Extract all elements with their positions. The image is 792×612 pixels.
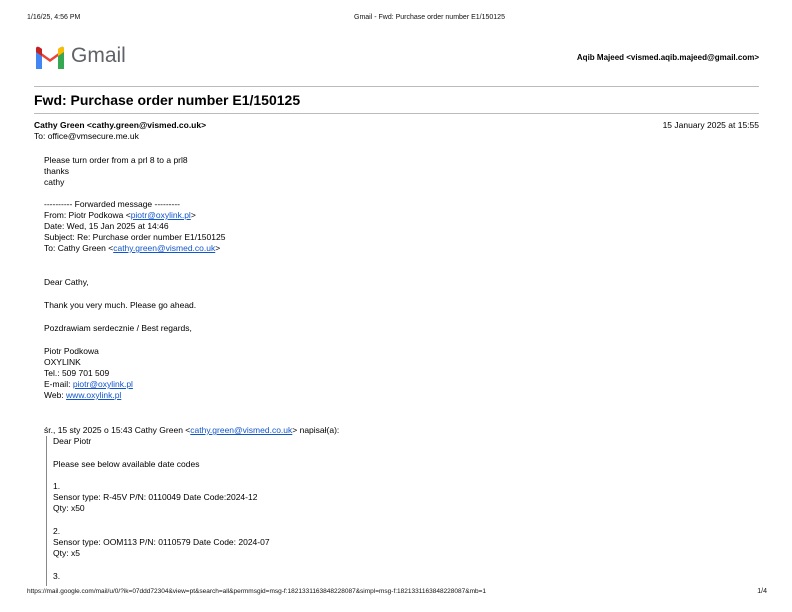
forward-date: Date: Wed, 15 Jan 2025 at 14:46 <box>44 221 169 231</box>
body-line-3: cathy <box>44 177 65 187</box>
forward-separator: ---------- Forwarded message --------- <box>44 199 180 209</box>
signature-tel: Tel.: 509 701 509 <box>44 368 110 378</box>
forward-from-link[interactable]: piotr@oxylink.pl <box>130 210 191 220</box>
quote-bar <box>46 436 47 586</box>
quote-intro: śr., 15 sty 2025 o 15:43 Cathy Green <cathy.green@vismed.co.uk> napisał(a): <box>44 425 340 435</box>
signature-web: Web: www.oxylink.pl <box>44 390 122 400</box>
forward-to-link[interactable]: cathy.green@vismed.co.uk <box>113 243 216 253</box>
reply-regards: Pozdrawiam serdecznie / Best regards, <box>44 323 192 333</box>
body-line-1: Please turn order from a prl 8 to a prl8 <box>44 155 188 165</box>
print-page-number: 1/4 <box>757 588 767 595</box>
signature-name: Piotr Podkowa <box>44 346 99 356</box>
forward-from: From: Piotr Podkowa <piotr@oxylink.pl> <box>44 210 196 220</box>
divider-subject <box>34 113 759 114</box>
quote-item-1-line: Sensor type: R-45V P/N: 0110049 Date Code:2024-12 <box>53 492 258 502</box>
quote-item-1-number: 1. <box>53 481 61 491</box>
body-line-2: thanks <box>44 166 70 176</box>
quote-text: Please see below available date codes <box>53 459 200 469</box>
gmail-wordmark: Gmail <box>71 44 126 67</box>
quote-item-3-number: 3. <box>53 571 61 581</box>
reply-thanks: Thank you very much. Please go ahead. <box>44 300 197 310</box>
sent-date: 15 January 2025 at 15:55 <box>662 120 759 130</box>
quote-intro-link[interactable]: cathy.green@vismed.co.uk <box>190 425 293 435</box>
quote-item-2-qty: Qty: x5 <box>53 548 80 558</box>
signature-email: E-mail: piotr@oxylink.pl <box>44 379 133 389</box>
quote-item-1-qty: Qty: x50 <box>53 503 85 513</box>
gmail-logo-icon <box>34 45 66 69</box>
quote-greeting: Dear Piotr <box>53 436 92 446</box>
print-title: Gmail - Fwd: Purchase order number E1/150125 <box>354 14 505 21</box>
account-owner: Aqib Majeed <vismed.aqib.majeed@gmail.com> <box>576 53 759 62</box>
reply-greeting: Dear Cathy, <box>44 277 89 287</box>
sender: Cathy Green <cathy.green@vismed.co.uk> <box>34 120 207 130</box>
quote-item-2-line: Sensor type: OOM113 P/N: 0110579 Date Code: 2024-07 <box>53 537 270 547</box>
signature-web-link[interactable]: www.oxylink.pl <box>66 390 122 400</box>
divider-top <box>34 86 759 87</box>
signature-company: OXYLINK <box>44 357 81 367</box>
print-datetime: 1/16/25, 4:56 PM <box>27 14 81 21</box>
forward-subject: Subject: Re: Purchase order number E1/150125 <box>44 232 226 242</box>
quote-item-2-number: 2. <box>53 526 61 536</box>
signature-email-link[interactable]: piotr@oxylink.pl <box>72 379 133 389</box>
email-subject: Fwd: Purchase order number E1/150125 <box>34 92 301 108</box>
forward-to: To: Cathy Green <cathy.green@vismed.co.uk> <box>44 243 221 253</box>
print-footer-url: https://mail.google.com/mail/u/0/?ik=07ddd72304&view=pt&search=all&permmsgid=msg-f:1821331163848228087&simpl=msg-f:1821331163848228087&mb=1 <box>27 588 487 595</box>
recipient: To: office@vmsecure.me.uk <box>34 131 139 141</box>
